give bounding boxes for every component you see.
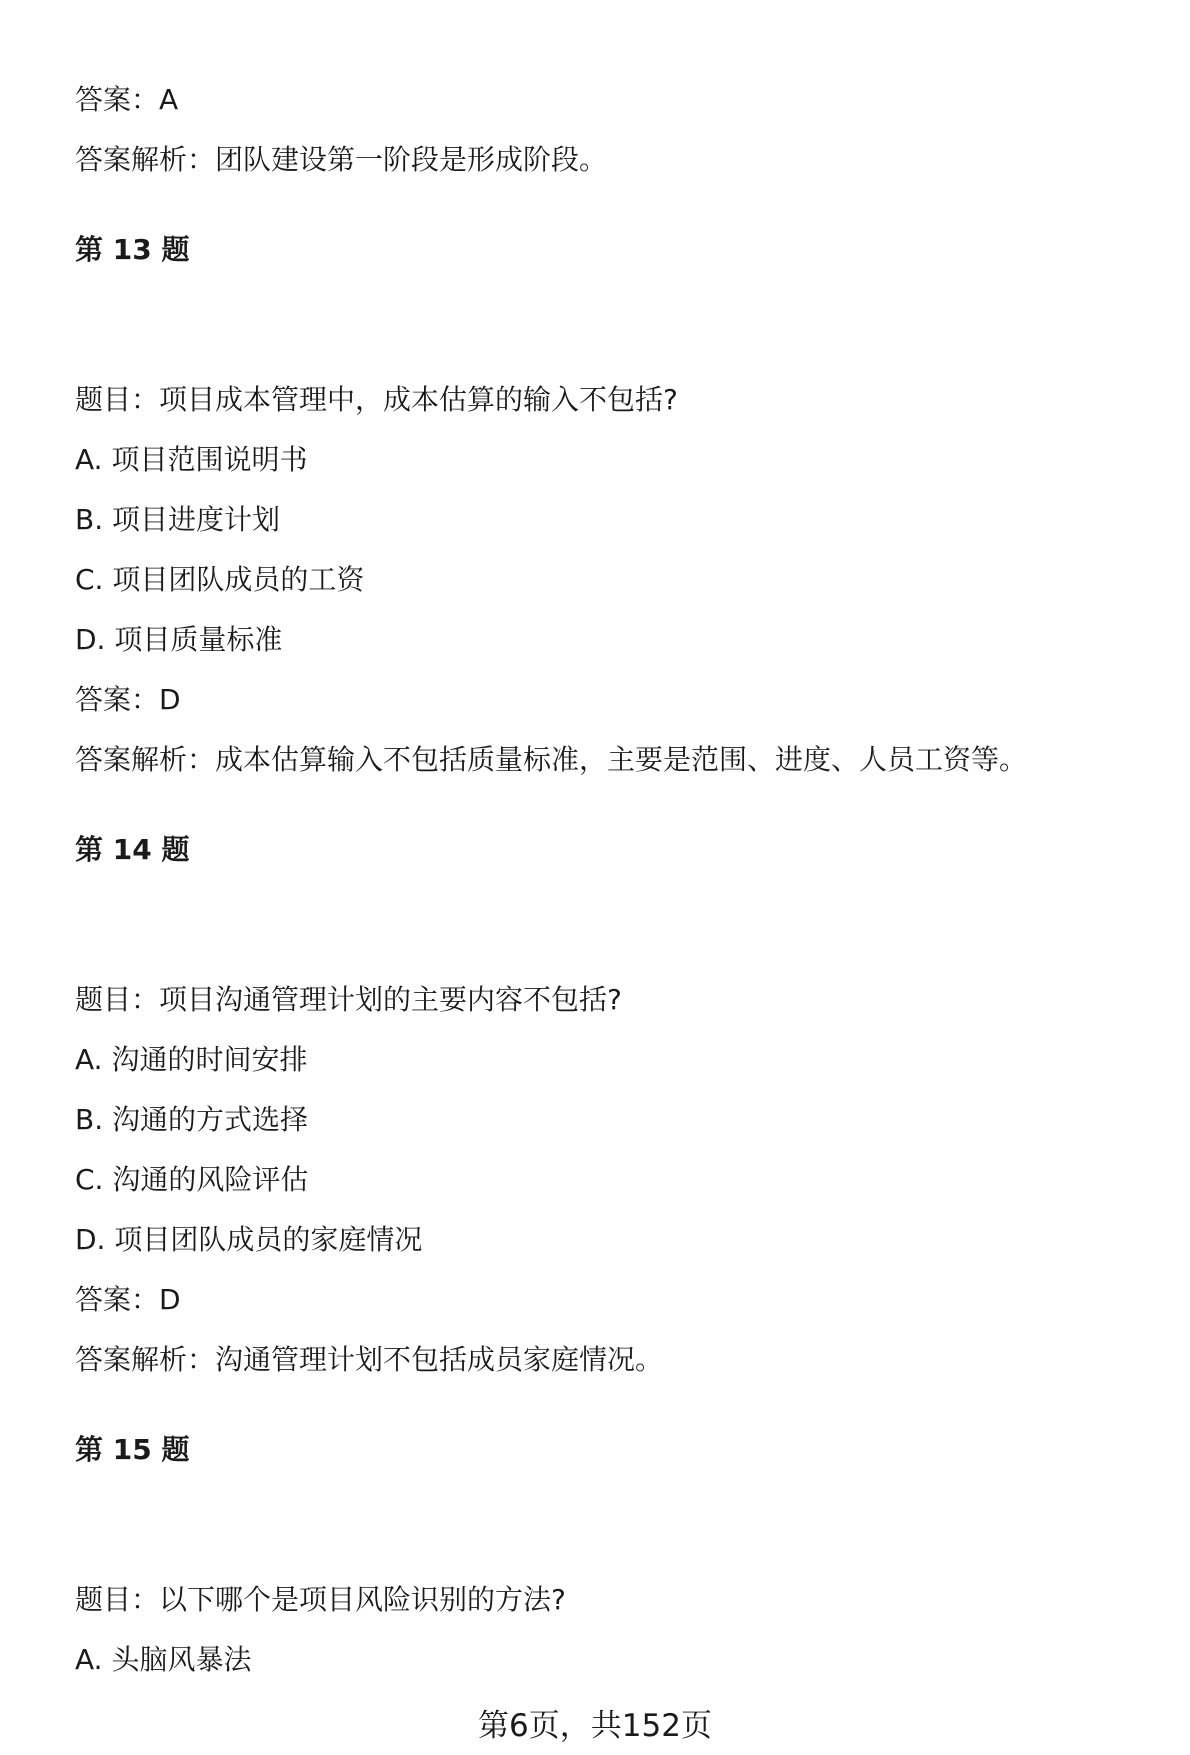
answer-analysis: 答案解析：成本估算输入不包括质量标准，主要是范围、进度、人员工资等。: [75, 743, 1028, 776]
answer-analysis: 答案解析：沟通管理计划不包括成员家庭情况。: [75, 1343, 664, 1376]
answer: 答案：D: [75, 683, 181, 716]
question-heading: 第 13 题: [75, 233, 190, 266]
question-text: 题目：以下哪个是项目风险识别的方法?: [75, 1583, 566, 1616]
option-b: B. 沟通的方式选择: [75, 1103, 309, 1136]
option-b: B. 项目进度计划: [75, 503, 281, 536]
option-d: D. 项目质量标准: [75, 623, 283, 656]
option-d: D. 项目团队成员的家庭情况: [75, 1223, 423, 1256]
analysis-prev: 答案解析：团队建设第一阶段是形成阶段。: [75, 143, 608, 176]
question-text: 题目：项目成本管理中，成本估算的输入不包括?: [75, 383, 678, 416]
answer: 答案：D: [75, 1283, 181, 1316]
option-c: C. 沟通的风险评估: [75, 1163, 309, 1196]
page-number: 第6页，共152页: [478, 1708, 712, 1744]
option-a: A. 项目范围说明书: [75, 443, 308, 476]
answer-prev: 答案：A: [75, 83, 179, 116]
option-a: A. 头脑风暴法: [75, 1643, 252, 1676]
question-heading: 第 14 题: [75, 833, 190, 866]
question-heading: 第 15 题: [75, 1433, 190, 1466]
option-a: A. 沟通的时间安排: [75, 1043, 308, 1076]
question-text: 题目：项目沟通管理计划的主要内容不包括?: [75, 983, 622, 1016]
option-c: C. 项目团队成员的工资: [75, 563, 365, 596]
